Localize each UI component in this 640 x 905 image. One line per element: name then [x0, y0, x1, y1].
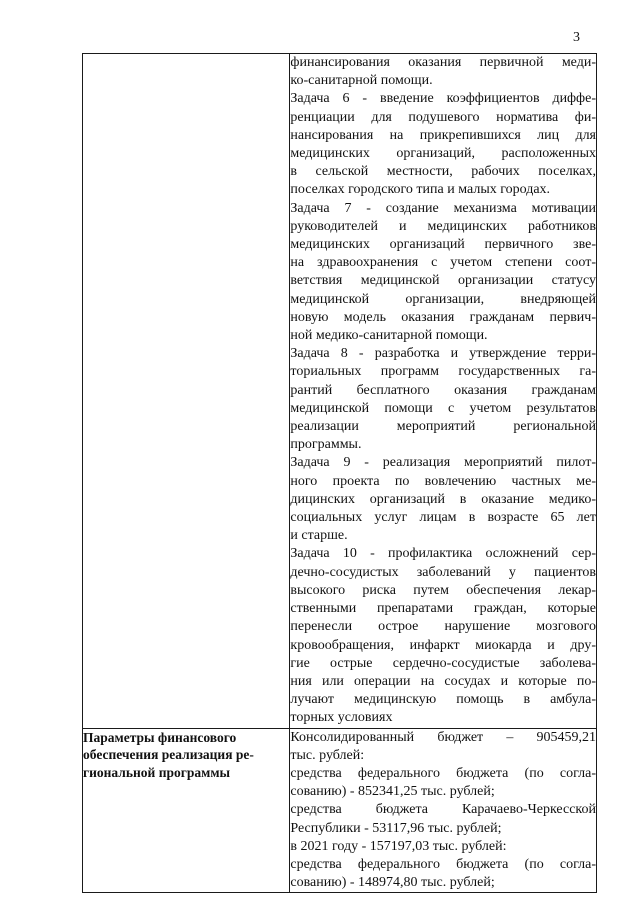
text-line: Задача 9 - реализация мероприятий пилот-: [290, 455, 596, 471]
text-line: ренциации для подушевого норматива фи-: [290, 109, 596, 125]
text-line: дечно-сосудистых заболеваний у пациентов: [290, 564, 596, 580]
text-line: на здравоохранения с учетом степени соот-: [290, 255, 596, 271]
text-line: кровообращения, инфаркт миокарда и дру-: [290, 637, 596, 653]
text-line: средства федерального бюджета (по согла-: [290, 765, 596, 781]
text-line: ния или операции на сосудах и которые по-: [290, 673, 596, 689]
text-line: ко-санитарной помощи.: [290, 73, 433, 89]
text-line: в сельской местности, рабочих поселках,: [290, 164, 596, 180]
tasks-row: [83, 54, 597, 729]
text-line: ственными препаратами граждан, которые: [290, 601, 596, 617]
financing-label-cell: [83, 728, 290, 893]
text-line: нансирования на прикрепившихся лиц для: [290, 127, 596, 143]
text-line: Консолидированный бюджет – 905459,21: [290, 729, 596, 745]
text-line: ветствия медицинской организации статусу: [290, 273, 596, 289]
text-line: лучают медицинскую помощь в амбула-: [290, 692, 596, 708]
tasks-row-label-cell: [83, 54, 290, 729]
text-line: поселках городского типа и малых городах.: [290, 182, 551, 198]
text-line: гиональной программы: [83, 764, 231, 780]
text-line: Задача 10 - профилактика осложнений сер-: [290, 546, 596, 562]
tasks-row-value-cell: [290, 54, 597, 729]
tasks-text: [290, 54, 596, 728]
text-line: обеспечения реализация ре-: [83, 747, 254, 763]
text-line: средства федерального бюджета (по согла-: [290, 856, 596, 872]
text-line: ного проекта по вовлечению частных ме-: [290, 473, 596, 489]
financing-text: [290, 729, 596, 893]
text-line: ной медико-санитарной помощи.: [290, 328, 488, 344]
text-line: дицинских организаций в оказание медико-: [290, 491, 596, 507]
text-line: руководителей и медицинских работников: [290, 218, 596, 234]
text-line: медицинских организаций, расположенных: [290, 146, 596, 162]
page-number: 3: [573, 30, 580, 45]
text-line: в 2021 году - 157197,03 тыс. рублей:: [290, 838, 507, 854]
text-line: перенесли острое нарушение мозгового: [290, 619, 596, 635]
text-line: средства бюджета Карачаево-Черкесской: [290, 802, 596, 818]
text-line: сованию) - 852341,25 тыс. рублей;: [290, 784, 495, 800]
text-line: ториальных программ государственных га-: [290, 364, 596, 380]
financing-label: [83, 729, 289, 782]
financing-value-cell: [290, 728, 597, 893]
text-line: новую модель оказания гражданам первич-: [290, 309, 596, 325]
text-line: Задача 8 - разработка и утверждение терри-: [290, 346, 596, 362]
text-line: Задача 6 - введение коэффициентов диффе-: [290, 91, 596, 107]
text-line: социальных услуг лицам в возрасте 65 лет: [290, 510, 596, 526]
text-line: тыс. рублей:: [290, 747, 365, 763]
text-line: рантий бесплатного оказания гражданам: [290, 382, 596, 398]
text-line: и старше.: [290, 528, 348, 544]
text-line: медицинских организаций первичного зве-: [290, 237, 596, 253]
text-line: гие острые сердечно-сосудистые заболева-: [290, 655, 596, 671]
text-line: медицинской помощи с учетом результатов: [290, 400, 596, 416]
text-line: медицинской организации, внедряющей: [290, 291, 596, 307]
text-line: торных условиях: [290, 710, 393, 726]
text-line: высокого риска путем обеспечения лекар-: [290, 582, 596, 598]
text-line: сованию) - 148974,80 тыс. рублей;: [290, 875, 495, 891]
program-passport-table: [82, 53, 597, 893]
financing-row: [83, 728, 597, 893]
text-line: Республики - 53117,96 тыс. рублей;: [290, 820, 502, 836]
text-line: реализации мероприятий региональной: [290, 419, 596, 435]
text-line: Параметры финансового: [83, 729, 237, 745]
text-line: Задача 7 - создание механизма мотивации: [290, 200, 596, 216]
text-line: финансирования оказания первичной меди-: [290, 55, 596, 70]
text-line: программы.: [290, 437, 362, 453]
